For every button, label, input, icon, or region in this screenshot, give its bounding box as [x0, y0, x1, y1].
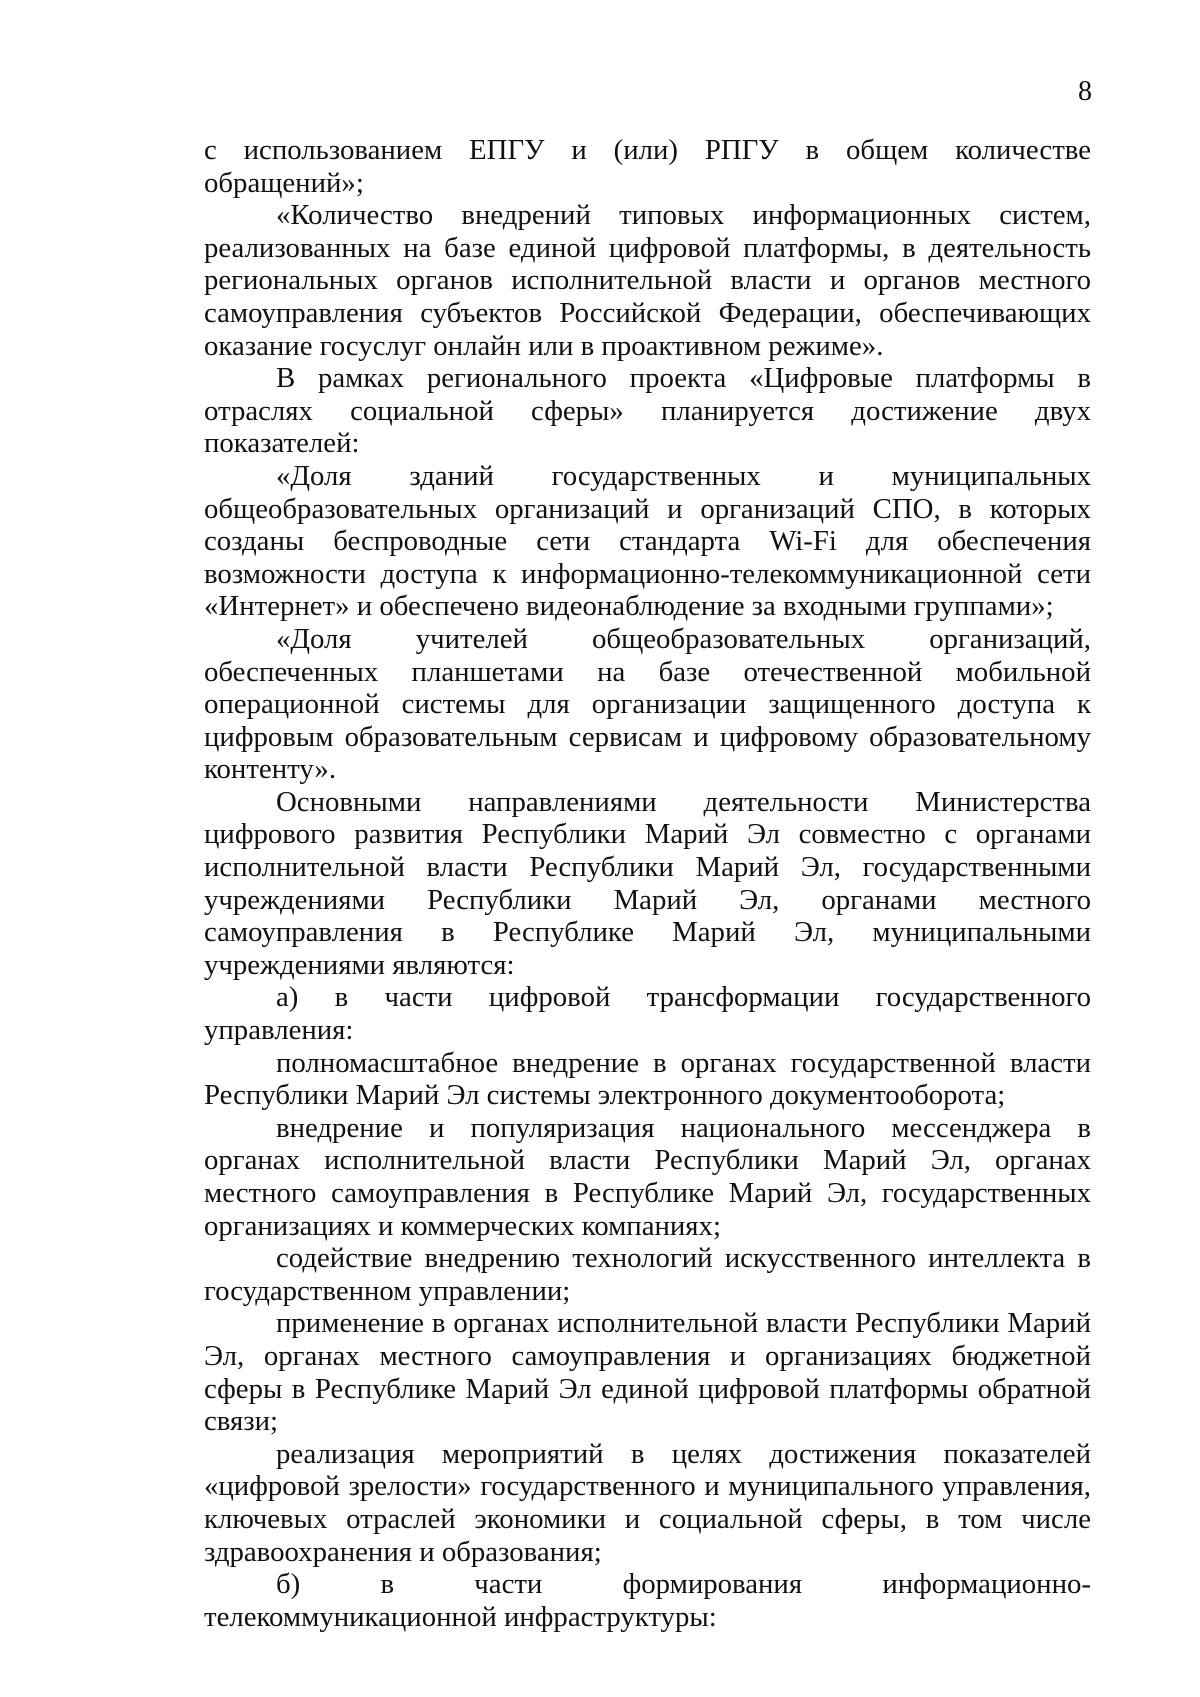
document-body	[204, 134, 1091, 1633]
paragraph-edms: полномасштабное внедрение в органах государственной власти Республики Марий Эл системы электронного документооборота;	[204, 1046, 1091, 1112]
paragraph-indicator-tablets: «Доля учителей общеобразовательных организаций, обеспеченных планшетами на базе отечественной мобильной операционной системы для организации защищенного доступа к цифровым образовательным сервисам и цифровому образовательному контенту».	[204, 622, 1091, 786]
paragraph-section-b: б) в части формирования информационно-телекоммуникационной инфраструктуры:	[204, 1568, 1091, 1633]
page-number: 8	[1078, 76, 1092, 107]
paragraph-feedback-platform: применение в органах исполнительной власти Республики Марий Эл, органах местного самоуправления и организациях бюджетной сферы в Республике Марий Эл единой цифровой платформы обратной связи;	[204, 1307, 1091, 1438]
paragraph-ai: содействие внедрению технологий искусственного интеллекта в государственном управлении;	[204, 1242, 1091, 1307]
paragraph-main-directions: Основными направлениями деятельности Министерства цифрового развития Республики Марий Эл совместно с органами исполнительной власти Республики Марий Эл, государственными учреждениями Республики Марий Эл, органами местного самоуправления в Республике Марий Эл, муниципальными учреждениями являются:	[204, 785, 1091, 981]
paragraph-continuation: с использованием ЕПГУ и (или) РПГУ в общем количестве обращений»;	[204, 134, 1091, 199]
paragraph-digital-maturity: реализация мероприятий в целях достижения показателей «цифровой зрелости» государственного и муниципального управления, ключевых отраслей экономики и социальной сферы, в том числе здравоохранения и образования;	[204, 1437, 1091, 1568]
paragraph-messenger: внедрение и популяризация национального мессенджера в органах исполнительной власти Республики Марий Эл, органах местного самоуправления в Республике Марий Эл, государственных организациях и коммерческих компаниях;	[204, 1111, 1091, 1242]
paragraph-regional-project: В рамках регионального проекта «Цифровые платформы в отраслях социальной сферы» планируется достижение двух показателей:	[204, 362, 1091, 460]
paragraph-section-a: а) в части цифровой трансформации государственного управления:	[204, 981, 1091, 1047]
paragraph-indicator-typical-systems: «Количество внедрений типовых информационных систем, реализованных на базе единой цифровой платформы, в деятельность региональных органов исполнительной власти и органов местного самоуправления субъектов Российской Федерации, обеспечивающих оказание госуслуг онлайн или в проактивном режиме».	[204, 199, 1091, 362]
paragraph-indicator-wifi: «Доля зданий государственных и муниципальных общеобразовательных организаций и организаций СПО, в которых созданы беспроводные сети стандарта Wi-Fi для обеспечения возможности доступа к информационно-телекоммуникационной сети «Интернет» и обеспечено видеонаблюдение за входными группами»;	[204, 459, 1091, 623]
